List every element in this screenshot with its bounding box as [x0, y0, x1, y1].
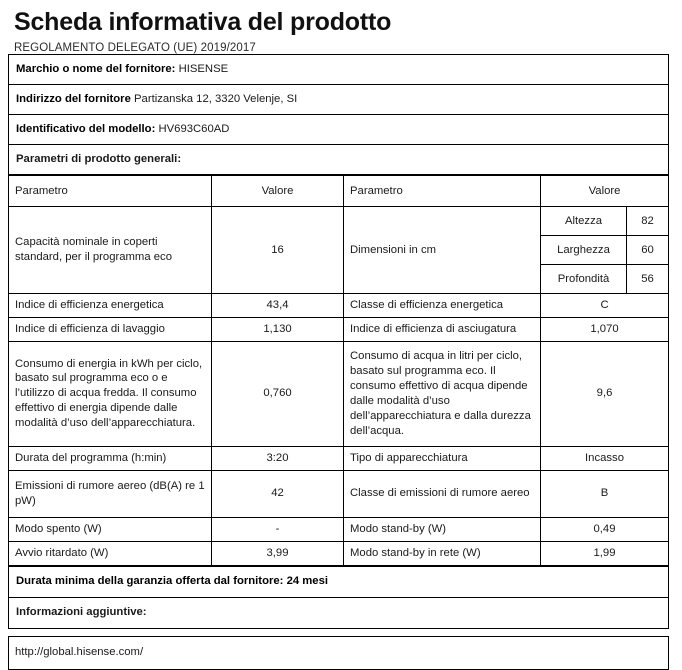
section-heading: Parametri di prodotto generali: — [9, 145, 669, 176]
dimension-label-height: Altezza — [541, 207, 627, 236]
dimension-value-width: 60 — [627, 236, 669, 265]
table-row-capacity — [9, 207, 669, 294]
value-capacity: 16 — [212, 207, 344, 294]
table-row-duration — [9, 446, 669, 470]
brand-value: HISENSE — [178, 63, 229, 76]
table-row-address — [9, 85, 669, 115]
dimension-row-height — [541, 207, 668, 236]
value-program-duration: 3:20 — [212, 446, 344, 470]
table-row-warranty — [9, 566, 669, 598]
param-energy-consumption: Consumo di energia in kWh per ciclo, basato sul programma eco o e l’utilizzo di acqua fredda. Il consumo effettivo di energia dipende dalle modalità d’uso dell’apparecchiatura. — [9, 341, 212, 446]
table-row-additional-info — [9, 597, 669, 628]
table-row-consumption — [9, 341, 669, 446]
dimension-row-width — [541, 236, 668, 265]
model-label: Identificativo del modello: — [16, 123, 156, 136]
address-cell — [9, 85, 669, 115]
dimension-value-depth: 56 — [627, 265, 669, 294]
param-delay-start: Avvio ritardato (W) — [9, 541, 212, 565]
value-noise-emissions: 42 — [212, 470, 344, 517]
dimension-label-width: Larghezza — [541, 236, 627, 265]
table-row-energy-index — [9, 294, 669, 318]
value-energy-efficiency-index: 43,4 — [212, 294, 344, 318]
warranty-cell — [9, 566, 669, 598]
brand-label: Marchio o nome del fornitore: — [16, 63, 176, 76]
page-title: Scheda informativa del prodotto — [14, 8, 392, 36]
value-energy-consumption: 0,760 — [212, 341, 344, 446]
table-row-wash-index — [9, 317, 669, 341]
dimension-label-depth: Profondità — [541, 265, 627, 294]
value-off-mode: - — [212, 517, 344, 541]
column-header-parameter-right: Parametro — [344, 175, 541, 207]
param-water-consumption: Consumo di acqua in litri per ciclo, basato sul programma eco. Il consumo effettivo di acqua dipende dalle modalità d’uso dell’apparecchiatura e dalla durezza dell’acqua. — [344, 341, 541, 446]
param-energy-efficiency-class: Classe di efficienza energetica — [344, 294, 541, 318]
value-drying-efficiency-index: 1,070 — [541, 317, 669, 341]
value-standby-mode: 0,49 — [541, 517, 669, 541]
param-standby-mode: Modo stand-by (W) — [344, 517, 541, 541]
table-row-section-heading — [9, 145, 669, 176]
additional-info-label: Informazioni aggiuntive: — [9, 597, 669, 628]
footer-gap — [0, 629, 682, 636]
warranty-value: 24 mesi — [286, 575, 329, 588]
regulation-subtitle: REGOLAMENTO DELEGATO (UE) 2019/2017 — [14, 42, 256, 54]
dimensions-subtable-cell — [541, 207, 669, 294]
table-row-delay-start — [9, 541, 669, 565]
url-table — [8, 636, 669, 670]
model-cell — [9, 115, 669, 145]
value-networked-standby: 1,99 — [541, 541, 669, 565]
param-washing-efficiency-index: Indice di efficienza di lavaggio — [9, 317, 212, 341]
value-noise-class: B — [541, 470, 669, 517]
param-drying-efficiency-index: Indice di efficienza di asciugatura — [344, 317, 541, 341]
dimension-row-depth — [541, 265, 668, 294]
address-label: Indirizzo del fornitore — [16, 93, 131, 106]
table-row-url — [9, 636, 669, 669]
table-row-model — [9, 115, 669, 145]
param-off-mode: Modo spento (W) — [9, 517, 212, 541]
value-energy-efficiency-class: C — [541, 294, 669, 318]
address-value: Partizanska 12, 3320 Velenje, SI — [134, 93, 298, 106]
param-appliance-type: Tipo di apparecchiatura — [344, 446, 541, 470]
dimension-value-height: 82 — [627, 207, 669, 236]
param-program-duration: Durata del programma (h:min) — [9, 446, 212, 470]
supplier-website-url[interactable]: http://global.hisense.com/ — [9, 636, 669, 669]
identification-table — [8, 54, 669, 629]
param-networked-standby: Modo stand-by in rete (W) — [344, 541, 541, 565]
table-row-off-mode — [9, 517, 669, 541]
param-dimensions: Dimensioni in cm — [344, 207, 541, 294]
table-row-noise — [9, 470, 669, 517]
brand-cell — [9, 55, 669, 85]
warranty-label: Durata minima della garanzia offerta dal fornitore: — [16, 575, 284, 588]
param-noise-emissions: Emissioni di rumore aereo (dB(A) re 1 pW) — [9, 470, 212, 517]
column-header-parameter-left: Parametro — [9, 175, 212, 207]
column-header-value-left: Valore — [212, 175, 344, 207]
param-capacity: Capacità nominale in coperti standard, per il programma eco — [9, 207, 212, 294]
column-header-value-right: Valore — [541, 175, 669, 207]
param-energy-efficiency-index: Indice di efficienza energetica — [9, 294, 212, 318]
param-noise-class: Classe di emissioni di rumore aereo — [344, 470, 541, 517]
dimensions-subtable — [541, 207, 668, 293]
value-appliance-type: Incasso — [541, 446, 669, 470]
table-header-row — [9, 175, 669, 207]
value-water-consumption: 9,6 — [541, 341, 669, 446]
value-washing-efficiency-index: 1,130 — [212, 317, 344, 341]
value-delay-start: 3,99 — [212, 541, 344, 565]
table-row-brand — [9, 55, 669, 85]
model-value: HV693C60AD — [158, 123, 230, 136]
title-block — [0, 0, 682, 54]
